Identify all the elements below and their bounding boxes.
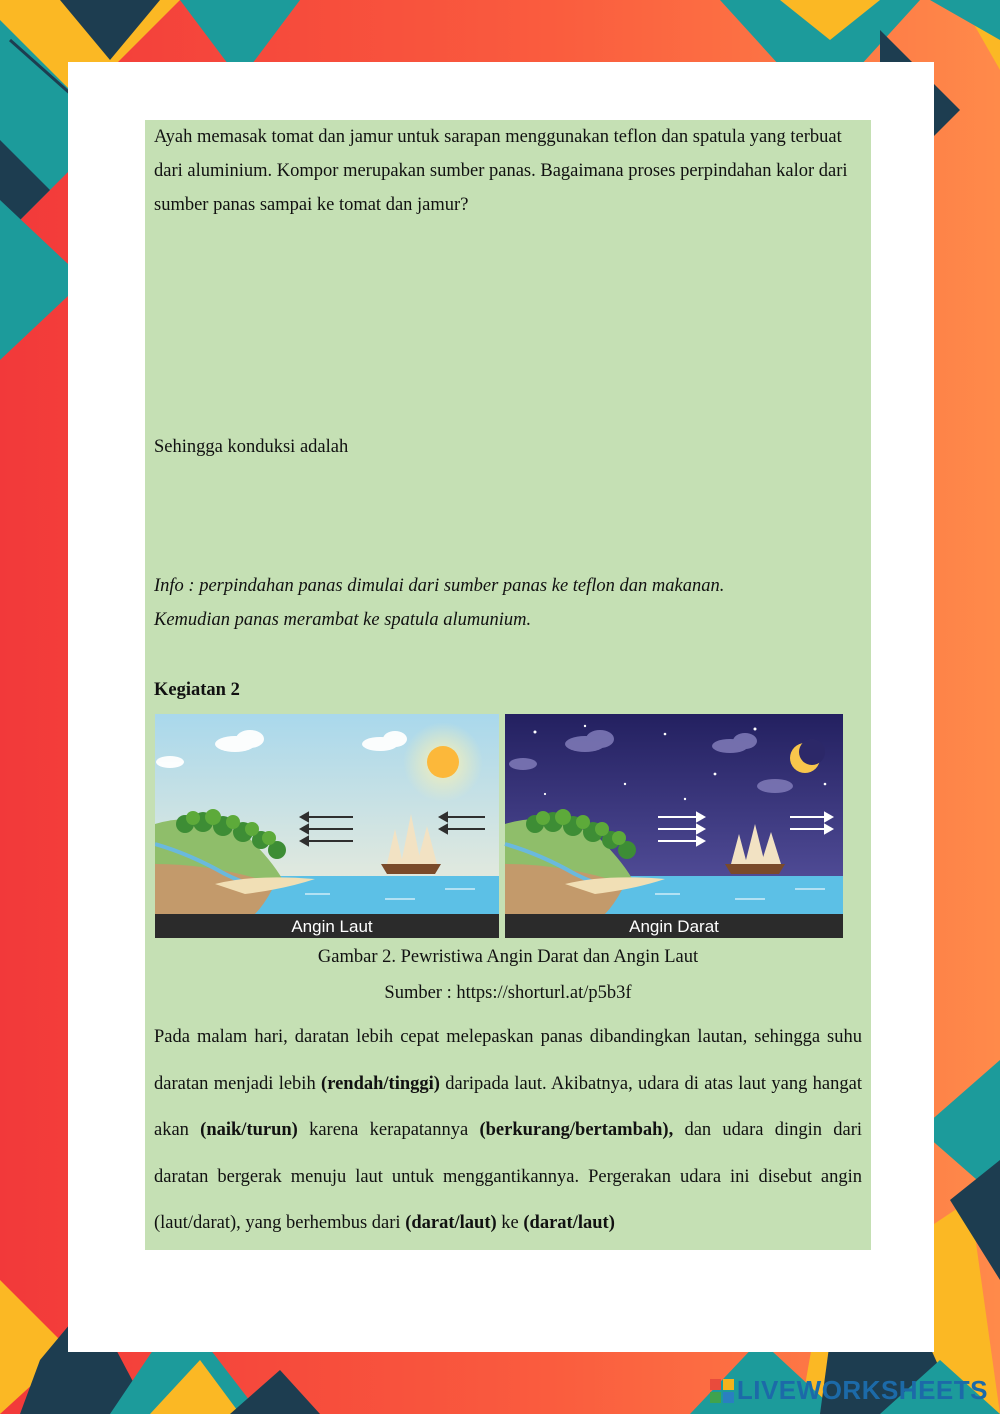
figure-source: Sumber : https://shorturl.at/p5b3f bbox=[384, 983, 632, 1003]
sea-breeze-panel bbox=[155, 714, 499, 938]
choice-rendah-tinggi: (rendah/tinggi) bbox=[321, 1073, 440, 1094]
paragraph-text-2: daripada laut. Akibatnya, udara di atas laut yang hangat akan bbox=[154, 1073, 862, 1140]
info-line-1: Info : perpindahan panas dimulai dari sumber panas ke teflon dan makanan. bbox=[154, 576, 725, 596]
liveworksheets-logo-icon bbox=[710, 1379, 734, 1403]
info-note bbox=[154, 569, 862, 637]
conclusion-prompt: Sehingga konduksi adalah bbox=[154, 437, 349, 457]
choice-naik-turun: (naik/turun) bbox=[200, 1120, 298, 1140]
liveworksheets-watermark[interactable] bbox=[710, 1375, 988, 1406]
choice-berkurang-bertambah: (berkurang/bertambah), bbox=[479, 1120, 674, 1140]
wind-figure bbox=[155, 714, 843, 938]
sea-breeze-label: Angin Laut bbox=[291, 917, 373, 936]
choice-darat-laut-to: (darat/laut) bbox=[523, 1213, 615, 1233]
info-line-2: Kemudian panas merambat ke spatula alumunium. bbox=[154, 610, 532, 630]
worksheet-content bbox=[145, 120, 871, 1250]
paragraph-text-3: karena kerapatannya bbox=[297, 1120, 480, 1140]
land-breeze-paragraph bbox=[154, 1014, 862, 1247]
paragraph-text-4: dan udara dingin dari daratan bergerak menuju laut untuk menggantikannya. Pergerakan udara ini disebut angin (laut/darat), yang berhembus dari bbox=[154, 1120, 862, 1233]
land-breeze-panel bbox=[505, 714, 843, 938]
figure-caption: Gambar 2. Pewristiwa Angin Darat dan Angin Laut bbox=[317, 947, 699, 967]
paragraph-text-1: Pada malam hari, daratan lebih cepat melepaskan panas dibandingkan lautan, sehingga suhu daratan menjadi lebih bbox=[154, 1027, 862, 1094]
sun-icon bbox=[427, 746, 459, 778]
land-breeze-label: Angin Darat bbox=[629, 917, 719, 936]
activity-title: Kegiatan 2 bbox=[154, 680, 240, 700]
question-text: Ayah memasak tomat dan jamur untuk sarapan menggunakan teflon dan spatula yang terbuat dari aluminium. Kompor merupakan sumber panas. Bagaimana proses perpindahan kalor dari sumber panas sampai ke tomat dan jamur? bbox=[154, 127, 848, 215]
liveworksheets-text: LIVEWORKSHEETS bbox=[736, 1375, 988, 1405]
choice-darat-laut-from: (darat/laut) bbox=[405, 1213, 497, 1233]
paragraph-text-5: ke bbox=[496, 1213, 524, 1233]
